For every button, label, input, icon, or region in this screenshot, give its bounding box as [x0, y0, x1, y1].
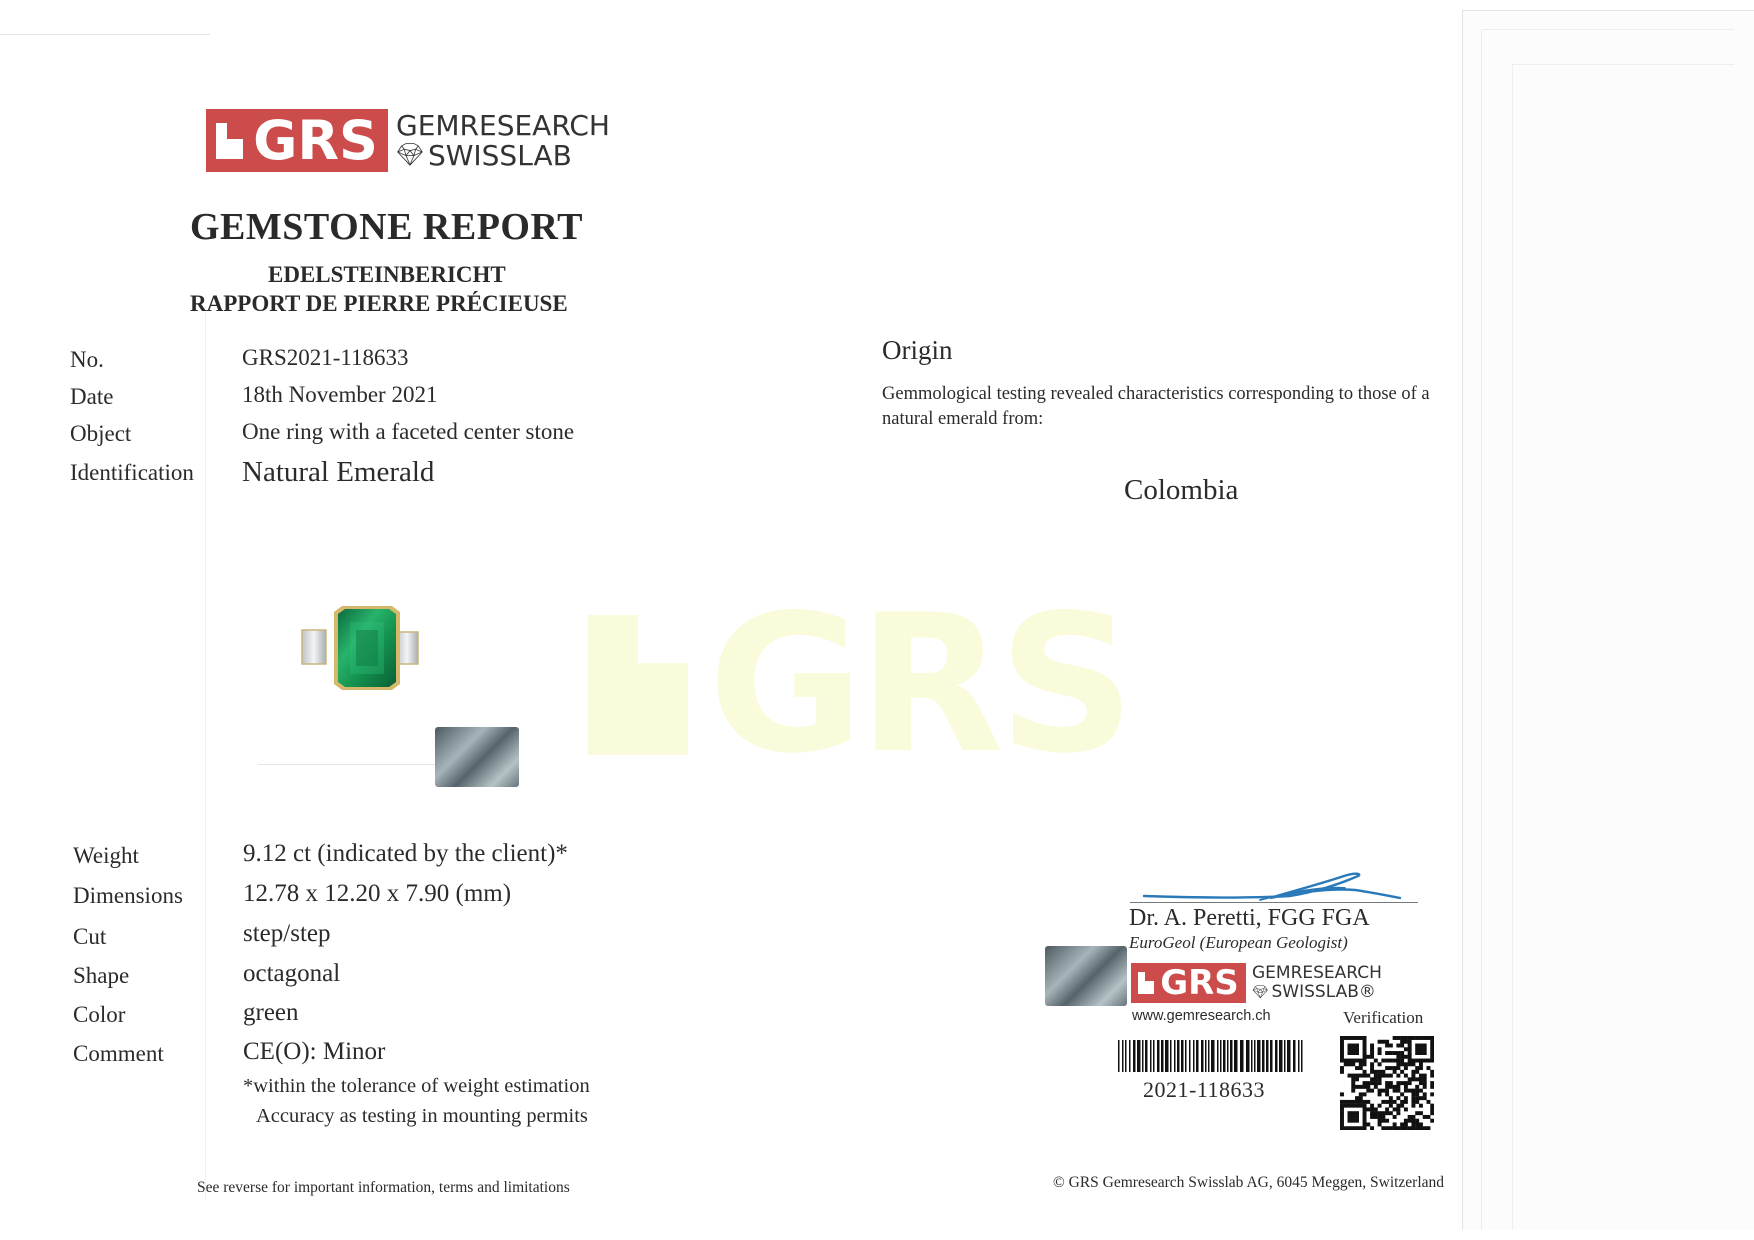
detail-label-comment: Comment — [73, 1041, 164, 1066]
grs-logo-words — [1252, 965, 1382, 1001]
detail-value-shape: octagonal — [243, 960, 341, 987]
field-value-date: 18th November 2021 — [242, 382, 438, 407]
grs-logo — [206, 109, 610, 172]
detail-value-cut: step/step — [243, 920, 331, 947]
barcode-number: 2021-118633 — [1143, 1077, 1266, 1102]
grs-watermark-text: GRS — [708, 574, 1130, 795]
signatory-name: Dr. A. Peretti, FGG FGA — [1129, 905, 1370, 931]
brand-line-2: SWISSLAB® — [1271, 982, 1376, 1002]
divider — [258, 764, 438, 765]
brand-line-2: SWISSLAB — [427, 138, 572, 172]
diamond-icon: 💎︎ — [396, 142, 424, 168]
grs-logo-small — [1131, 963, 1382, 1003]
field-value-identification: Natural Emerald — [242, 456, 435, 488]
grs-mark-icon — [1138, 972, 1154, 994]
detail-label-dimensions: Dimensions — [73, 883, 183, 908]
accuracy-note: Accuracy as testing in mounting permits — [256, 1105, 588, 1127]
field-value-number: GRS2021-118633 — [242, 345, 409, 370]
detail-label-weight: Weight — [73, 843, 139, 868]
field-label-date: Date — [70, 384, 114, 409]
detail-label-cut: Cut — [73, 924, 107, 949]
origin-heading: Origin — [882, 335, 953, 365]
grs-watermark — [588, 574, 1130, 795]
report-title: GEMSTONE REPORT — [190, 206, 583, 248]
page-fold — [1462, 10, 1754, 1230]
grs-logo-box — [206, 109, 388, 172]
divider — [205, 310, 206, 1200]
verification-label: Verification — [1343, 1008, 1424, 1027]
divider — [0, 34, 210, 35]
grs-logo-text: GRS — [253, 109, 378, 172]
grs-mark-icon — [216, 123, 243, 159]
footer-copyright: © GRS Gemresearch Swisslab AG, 6045 Meggen, Switzerland — [1053, 1174, 1445, 1191]
report-subtitle-fr: RAPPORT DE PIERRE PRÉCIEUSE — [190, 291, 568, 316]
detail-value-color: green — [243, 999, 299, 1026]
brand-line-1: GEMRESEARCH — [1252, 963, 1382, 983]
field-label-object: Object — [70, 421, 132, 446]
grs-logo-box — [1131, 963, 1246, 1003]
report-subtitle-de: EDELSTEINBERICHT — [268, 262, 506, 287]
grs-logo-words — [396, 108, 610, 172]
signatory-role: EuroGeol (European Geologist) — [1129, 933, 1348, 952]
field-value-object: One ring with a faceted center stone — [242, 419, 575, 444]
hologram-seal — [1045, 946, 1127, 1006]
brand-line-1: GEMRESEARCH — [396, 108, 610, 142]
detail-label-shape: Shape — [73, 963, 130, 988]
origin-text: Gemmological testing revealed characteristics corresponding to those of a natural emerald from: — [882, 384, 1430, 429]
field-label-identification: Identification — [70, 460, 194, 485]
grs-logo-text: GRS — [1160, 963, 1239, 1003]
grs-watermark-mark-icon — [588, 615, 688, 755]
origin-country: Colombia — [1124, 474, 1239, 506]
tolerance-note: *within the tolerance of weight estimation — [243, 1075, 590, 1097]
diamond-icon: 💎︎ — [1252, 985, 1269, 1000]
hologram-seal — [435, 727, 519, 787]
emerald-ring-photo — [298, 604, 428, 696]
detail-value-weight: 9.12 ct (indicated by the client)* — [243, 840, 568, 867]
detail-value-comment: CE(O): Minor — [243, 1038, 386, 1065]
verification-qr-code[interactable] — [1340, 1036, 1434, 1130]
signature-line — [1130, 902, 1418, 903]
detail-value-dimensions: 12.78 x 12.20 x 7.90 (mm) — [243, 880, 512, 907]
detail-label-color: Color — [73, 1002, 126, 1027]
signature-scribble — [1140, 862, 1410, 906]
field-label-number: No. — [70, 347, 104, 372]
footer-terms-note: See reverse for important information, terms and limitations — [197, 1179, 570, 1196]
website-url[interactable]: www.gemresearch.ch — [1132, 1008, 1271, 1024]
barcode — [1118, 1040, 1306, 1074]
